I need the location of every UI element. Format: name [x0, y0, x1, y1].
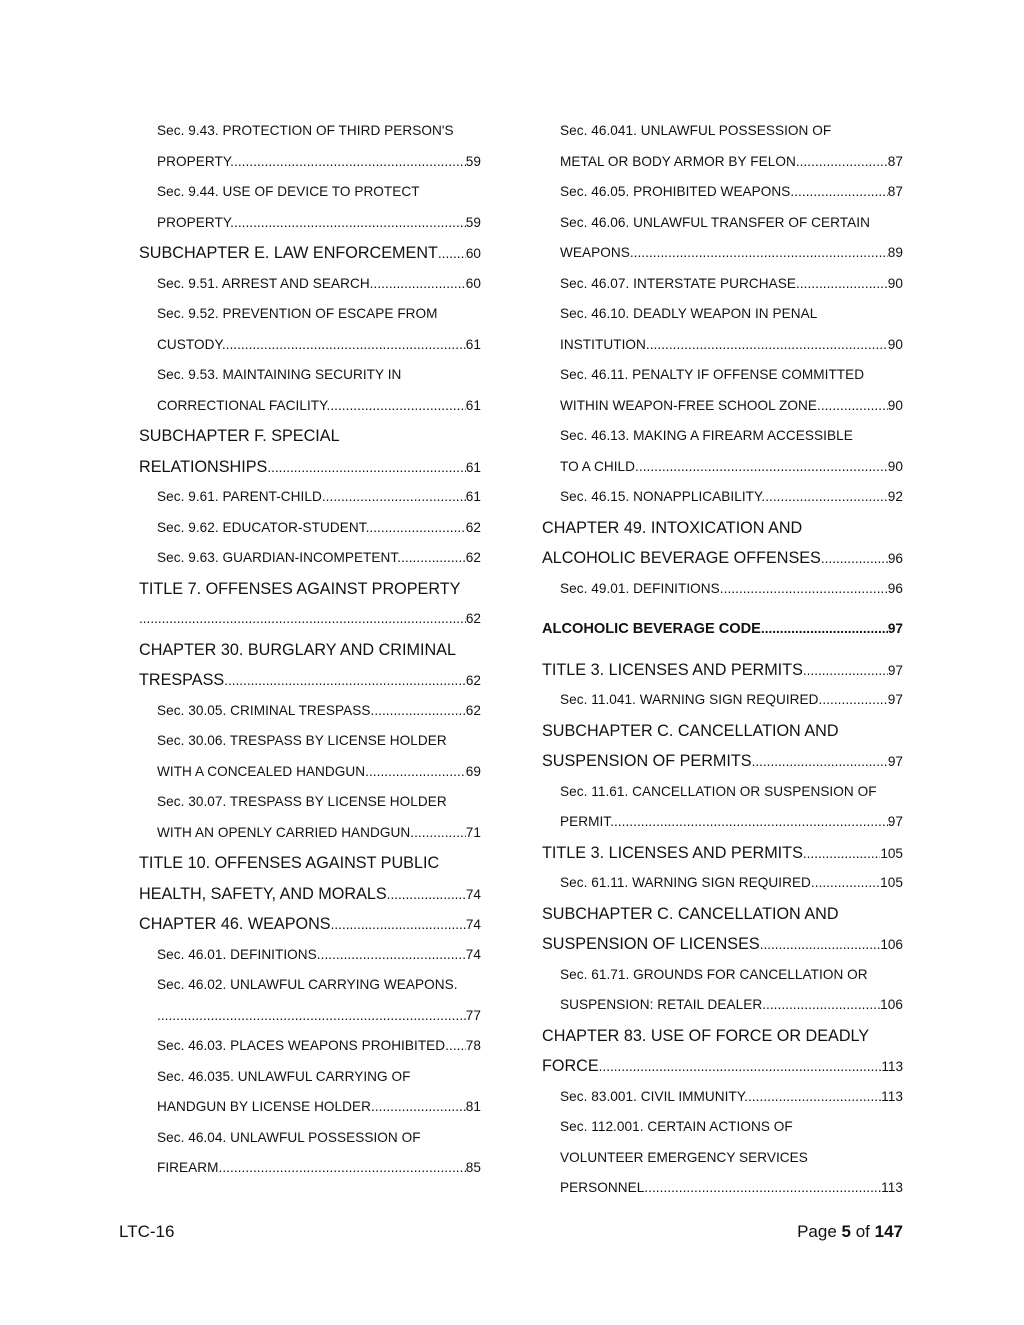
- toc-entry: [139, 299, 481, 330]
- toc-entry: [542, 513, 903, 544]
- of-label: of: [851, 1222, 875, 1241]
- toc-entry: [542, 990, 903, 1021]
- toc-leader-dots: [639, 452, 888, 483]
- toc-leader-dots: [139, 604, 466, 635]
- toc-entry-title: Sec. 9.53. MAINTAINING SECURITY IN: [157, 367, 402, 382]
- toc-entry: [542, 1082, 903, 1113]
- toc-leader-dots: [321, 940, 466, 971]
- toc-entry: [542, 716, 903, 747]
- toc-leader-dots: [234, 208, 466, 239]
- toc-leader-dots: [761, 614, 888, 645]
- toc-entry: [139, 1031, 481, 1062]
- toc-entry-title: PROPERTY.: [157, 153, 235, 169]
- toc-entry-title: Sec. 46.13. MAKING A FIREARM ACCESSIBLE: [560, 428, 853, 443]
- toc-entry: [139, 482, 481, 513]
- toc-leader-dots: [157, 1001, 466, 1032]
- toc-entry: [139, 940, 481, 971]
- toc-entry-page: 97: [887, 814, 903, 829]
- toc-entry-page: 113: [881, 1088, 903, 1104]
- toc-entry-title: PERSONNEL.: [560, 1180, 649, 1195]
- toc-entry: [542, 421, 903, 452]
- toc-leader-dots: [369, 757, 466, 788]
- toc-leader-dots: [374, 696, 465, 727]
- toc-entry-page: 61: [465, 336, 481, 352]
- toc-entry: [139, 177, 481, 208]
- toc-entry: [139, 696, 481, 727]
- toc-entry-title: Sec. 9.43. PROTECTION OF THIRD PERSON'S: [157, 123, 454, 138]
- toc-entry-title: TITLE 10. OFFENSES AGAINST PUBLIC: [139, 854, 440, 872]
- toc-entry-title: Sec. 9.44. USE OF DEVICE TO PROTECT: [157, 184, 420, 199]
- toc-entry-page: 61: [465, 459, 481, 475]
- toc-leader-dots: [766, 990, 880, 1021]
- toc-entry-title: Sec. 112.001. CERTAIN ACTIONS OF: [560, 1119, 793, 1134]
- toc-entry: [542, 685, 903, 716]
- toc-entry-page: 60: [465, 246, 481, 261]
- toc-entry-title: Sec. 30.06. TRESPASS BY LICENSE HOLDER: [157, 733, 447, 748]
- toc-entry-title: RELATIONSHIPS: [139, 457, 268, 476]
- toc-entry-page: 71: [465, 824, 481, 840]
- toc-entry: [542, 543, 903, 574]
- toc-leader-dots: [822, 685, 887, 716]
- toc-entry-page: 59: [465, 214, 481, 230]
- toc-entry-title: WEAPONS.: [560, 245, 634, 260]
- toc-entry: [542, 960, 903, 991]
- toc-entry-title: Sec. 30.05. CRIMINAL TRESPASS.: [157, 702, 375, 718]
- toc-entry-page: 87: [887, 153, 903, 169]
- toc-entry: [139, 421, 481, 452]
- toc-entry-page: 105: [880, 845, 903, 861]
- toc-entry: [542, 1173, 903, 1204]
- toc-entry-page: 87: [887, 184, 903, 199]
- toc-entry-title: Sec. 46.06. UNLAWFUL TRANSFER OF CERTAIN: [560, 214, 870, 230]
- toc-entry-title: INSTITUTION.: [560, 336, 650, 352]
- toc-entry-page: 62: [465, 611, 481, 626]
- toc-entry-title: Sec. 9.61. PARENT-CHILD.: [157, 489, 326, 504]
- toc-entry-page: 78: [465, 1038, 481, 1053]
- toc-entry: [542, 1143, 903, 1174]
- toc-leader-dots: [650, 330, 888, 361]
- toc-entry: [542, 482, 903, 513]
- toc-entry: [542, 614, 903, 645]
- toc-entry-page: 106: [880, 937, 903, 952]
- toc-leader-dots: [222, 1153, 465, 1184]
- toc-entry-title: Sec. 9.52. PREVENTION OF ESCAPE FROM: [157, 306, 438, 321]
- toc-entry-page: 89: [887, 245, 903, 260]
- toc-leader-dots: [369, 513, 465, 544]
- toc-entry-title: Sec. 46.035. UNLAWFUL CARRYING OF: [157, 1068, 411, 1084]
- toc-entry-page: 90: [887, 458, 903, 474]
- toc-entry-title: HANDGUN BY LICENSE HOLDER.: [157, 1099, 375, 1114]
- toc-entry-title: Sec. 11.61. CANCELLATION OR SUSPENSION OF: [560, 783, 877, 799]
- toc-entry-title: WITH A CONCEALED HANDGUN.: [157, 763, 369, 779]
- toc-entry-title: SUBCHAPTER E. LAW ENFORCEMENT: [139, 244, 438, 262]
- toc-entry-page: 97: [887, 692, 903, 707]
- toc-leader-dots: [374, 269, 466, 300]
- toc-entry: [542, 208, 903, 239]
- toc-entry: [542, 899, 903, 930]
- toc-entry: [139, 970, 481, 1001]
- toc-entry: [542, 330, 903, 361]
- toc-entry-title: HEALTH, SAFETY, AND MORALS: [139, 884, 387, 903]
- toc-leader-dots: [821, 544, 888, 574]
- toc-entry-page: 62: [465, 519, 481, 535]
- toc-entry: [542, 1112, 903, 1143]
- toc-leader-dots: [330, 391, 465, 422]
- toc-entry-page: 113: [881, 1180, 903, 1195]
- toc-entry: [139, 879, 481, 910]
- toc-entry-page: 60: [465, 275, 481, 291]
- toc-entry-title: TITLE 3. LICENSES AND PERMITS: [542, 660, 803, 679]
- toc-leader-dots: [765, 482, 888, 513]
- toc-entry: [542, 238, 903, 269]
- toc-entry-title: Sec. 46.02. UNLAWFUL CARRYING WEAPONS.: [157, 977, 458, 992]
- toc-entry-title: Sec. 46.10. DEADLY WEAPON IN PENAL: [560, 306, 818, 321]
- toc-entry: [139, 360, 481, 391]
- toc-leader-dots: [815, 868, 880, 899]
- toc-entry: [139, 208, 481, 239]
- toc-entry: [139, 787, 481, 818]
- toc-entry-page: 61: [465, 397, 481, 413]
- toc-entry-title: Sec. 46.041. UNLAWFUL POSSESSION OF: [560, 123, 832, 138]
- toc-entry-page: 97: [887, 621, 903, 636]
- toc-leader-dots: [724, 574, 888, 605]
- toc-entry-title: CUSTODY.: [157, 336, 226, 352]
- toc-entry: [139, 1001, 481, 1032]
- toc-entry-page: 96: [887, 551, 903, 566]
- toc-entry: [542, 452, 903, 483]
- toc-leader-dots: [752, 747, 888, 777]
- toc-leader-dots: [794, 177, 888, 208]
- toc-entry-title: Sec. 9.63. GUARDIAN-INCOMPETENT.: [157, 550, 402, 565]
- toc-entry: [139, 818, 481, 849]
- toc-entry: [139, 1153, 481, 1184]
- toc-entry-page: 61: [465, 489, 481, 504]
- toc-right-column: [542, 116, 903, 1204]
- toc-entry: [542, 929, 903, 960]
- toc-entry-title: VOLUNTEER EMERGENCY SERVICES: [560, 1149, 808, 1165]
- toc-entry-title: Sec. 46.05. PROHIBITED WEAPONS.: [560, 184, 795, 199]
- toc-entry-title: PROPERTY.: [157, 214, 235, 230]
- toc-leader-dots: [438, 239, 466, 269]
- toc-entry-title: TITLE 3. LICENSES AND PERMITS: [542, 843, 803, 862]
- footer-doc-id: LTC-16: [119, 1222, 175, 1241]
- toc-leader-dots: [748, 1082, 881, 1113]
- toc-entry-page: 105: [880, 875, 903, 890]
- toc-entry-title: ALCOHOLIC BEVERAGE CODE: [542, 621, 761, 637]
- toc-leader-dots: [401, 543, 466, 574]
- toc-entry-page: 74: [465, 946, 481, 962]
- toc-leader-dots: [267, 453, 466, 483]
- toc-entry: [542, 868, 903, 899]
- toc-left-column: [139, 116, 481, 1184]
- toc-entry-title: ALCOHOLIC BEVERAGE OFFENSES: [542, 549, 821, 567]
- toc-entry-page: 62: [465, 702, 481, 718]
- toc-entry: [542, 746, 903, 777]
- toc-entry-title: TRESPASS: [139, 671, 225, 689]
- toc-leader-dots: [803, 839, 880, 869]
- toc-entry: [139, 665, 481, 696]
- toc-entry: [139, 543, 481, 574]
- toc-entry-title: FORCE: [542, 1057, 599, 1075]
- toc-entry-title: METAL OR BODY ARMOR BY FELON.: [560, 153, 800, 169]
- toc-entry-title: FIREARM.: [157, 1160, 223, 1175]
- toc-entry-title: Sec. 11.041. WARNING SIGN REQUIRED.: [560, 692, 823, 707]
- toc-entry: [139, 147, 481, 178]
- toc-entry-page: 62: [465, 673, 481, 688]
- toc-entry-title: SUBCHAPTER C. CANCELLATION AND: [542, 904, 839, 923]
- toc-entry-page: 97: [887, 754, 903, 769]
- toc-entry: [139, 269, 481, 300]
- toc-entry: [139, 1123, 481, 1154]
- toc-entry: [542, 777, 903, 808]
- toc-leader-dots: [800, 269, 888, 300]
- toc-entry-title: Sec. 46.01. DEFINITIONS.: [157, 946, 321, 962]
- toc-entry-title: Sec. 9.62. EDUCATOR-STUDENT.: [157, 519, 370, 535]
- toc-entry: [542, 147, 903, 178]
- toc-entry: [139, 726, 481, 757]
- toc-leader-dots: [599, 1052, 882, 1082]
- toc-entry-title: SUBCHAPTER F. SPECIAL: [139, 427, 340, 445]
- toc-leader-dots: [387, 880, 466, 910]
- current-page-number: 5: [841, 1222, 851, 1241]
- toc-entry-page: 81: [465, 1099, 481, 1114]
- toc-leader-dots: [234, 147, 466, 178]
- toc-entry: [139, 635, 481, 666]
- toc-entry-title: TO A CHILD.: [560, 458, 639, 474]
- toc-entry: [542, 655, 903, 686]
- toc-entry-title: CHAPTER 46. WEAPONS: [139, 915, 331, 933]
- toc-entry-title: SUSPENSION: RETAIL DEALER.: [560, 997, 767, 1012]
- toc-entry-title: SUBCHAPTER C. CANCELLATION AND: [542, 721, 839, 740]
- toc-leader-dots: [803, 656, 888, 686]
- toc-entry-title: Sec. 46.15. NONAPPLICABILITY.: [560, 489, 766, 504]
- toc-leader-dots: [449, 1031, 466, 1062]
- toc-entry: [542, 299, 903, 330]
- toc-entry-title: WITHIN WEAPON-FREE SCHOOL ZONE.: [560, 397, 821, 413]
- toc-entry-title: Sec. 30.07. TRESPASS BY LICENSE HOLDER: [157, 794, 447, 809]
- toc-entry-page: 106: [880, 997, 903, 1012]
- toc-entry-page: 77: [465, 1007, 481, 1023]
- toc-entry-title: Sec. 46.11. PENALTY IF OFFENSE COMMITTED: [560, 367, 865, 382]
- toc-leader-dots: [648, 1173, 881, 1204]
- page-label: Page: [797, 1222, 842, 1241]
- toc-entry: [139, 238, 481, 269]
- toc-entry-title: CHAPTER 30. BURGLARY AND CRIMINAL: [139, 640, 456, 659]
- toc-leader-dots: [800, 147, 888, 178]
- toc-entry-title: CHAPTER 49. INTOXICATION AND: [542, 518, 803, 537]
- toc-leader-dots: [226, 330, 466, 361]
- toc-entry-title: Sec. 83.001. CIVIL IMMUNITY.: [560, 1088, 749, 1104]
- toc-leader-dots: [326, 482, 466, 513]
- toc-leader-dots: [821, 391, 888, 422]
- toc-entry: [139, 452, 481, 483]
- toc-entry: [139, 909, 481, 940]
- toc-entry-page: 59: [465, 153, 481, 169]
- toc-entry: [139, 116, 481, 147]
- toc-entry-title: Sec. 46.04. UNLAWFUL POSSESSION OF: [157, 1129, 421, 1145]
- toc-entry: [139, 391, 481, 422]
- toc-entry-title: TITLE 7. OFFENSES AGAINST PROPERTY: [139, 579, 461, 598]
- toc-entry-page: 90: [887, 336, 903, 352]
- toc-entry-title: CHAPTER 83. USE OF FORCE OR DEADLY: [542, 1026, 870, 1045]
- toc-entry-title: Sec. 46.07. INTERSTATE PURCHASE.: [560, 275, 800, 291]
- toc-entry-page: 96: [887, 580, 903, 596]
- toc-leader-dots: [760, 930, 881, 960]
- toc-leader-dots: [331, 910, 466, 940]
- toc-entry-page: 85: [465, 1160, 481, 1175]
- toc-entry: [542, 177, 903, 208]
- toc-leader-dots: [614, 807, 888, 838]
- toc-entry: [139, 1062, 481, 1093]
- toc-entry-title: WITH AN OPENLY CARRIED HANDGUN.: [157, 824, 415, 840]
- toc-entry: [542, 838, 903, 869]
- toc-entry: [139, 757, 481, 788]
- toc-entry: [542, 574, 903, 605]
- toc-entry: [139, 604, 481, 635]
- toc-entry-page: 74: [465, 886, 481, 902]
- toc-entry: [542, 360, 903, 391]
- toc-entry-title: Sec. 61.71. GROUNDS FOR CANCELLATION OR: [560, 966, 868, 982]
- toc-entry-title: CORRECTIONAL FACILITY.: [157, 397, 331, 413]
- toc-entry: [139, 1092, 481, 1123]
- toc-entry: [542, 391, 903, 422]
- toc-entry-page: 69: [465, 763, 481, 779]
- toc-entry-page: 92: [887, 489, 903, 504]
- toc-leader-dots: [224, 666, 466, 696]
- toc-leader-dots: [375, 1092, 466, 1123]
- toc-entry: [542, 1021, 903, 1052]
- total-pages: 147: [874, 1222, 903, 1241]
- toc-entry: [139, 513, 481, 544]
- toc-entry: [542, 116, 903, 147]
- toc-leader-dots: [414, 818, 466, 849]
- toc-entry-page: 74: [465, 917, 481, 932]
- toc-entry-title: Sec. 61.11. WARNING SIGN REQUIRED.: [560, 875, 815, 890]
- toc-entry-page: 97: [887, 662, 903, 678]
- toc-entry: [542, 1051, 903, 1082]
- toc-entry-page: 113: [881, 1059, 903, 1074]
- toc-entry: [139, 574, 481, 605]
- toc-entry-title: SUSPENSION OF PERMITS: [542, 752, 752, 770]
- toc-entry: [139, 330, 481, 361]
- toc-entry-page: 62: [465, 550, 481, 565]
- toc-entry-title: PERMIT.: [560, 814, 614, 829]
- toc-entry: [542, 807, 903, 838]
- toc-entry-page: 90: [887, 397, 903, 413]
- toc-entry-title: Sec. 46.03. PLACES WEAPONS PROHIBITED.: [157, 1038, 449, 1053]
- toc-entry-title: SUSPENSION OF LICENSES: [542, 935, 760, 953]
- footer-page-indicator: [797, 1222, 903, 1242]
- toc-entry-title: Sec. 49.01. DEFINITIONS.: [560, 580, 724, 596]
- toc-entry-title: Sec. 9.51. ARREST AND SEARCH.: [157, 275, 374, 291]
- toc-entry: [139, 848, 481, 879]
- toc-leader-dots: [634, 238, 888, 269]
- toc-entry-page: 90: [887, 275, 903, 291]
- toc-entry: [542, 269, 903, 300]
